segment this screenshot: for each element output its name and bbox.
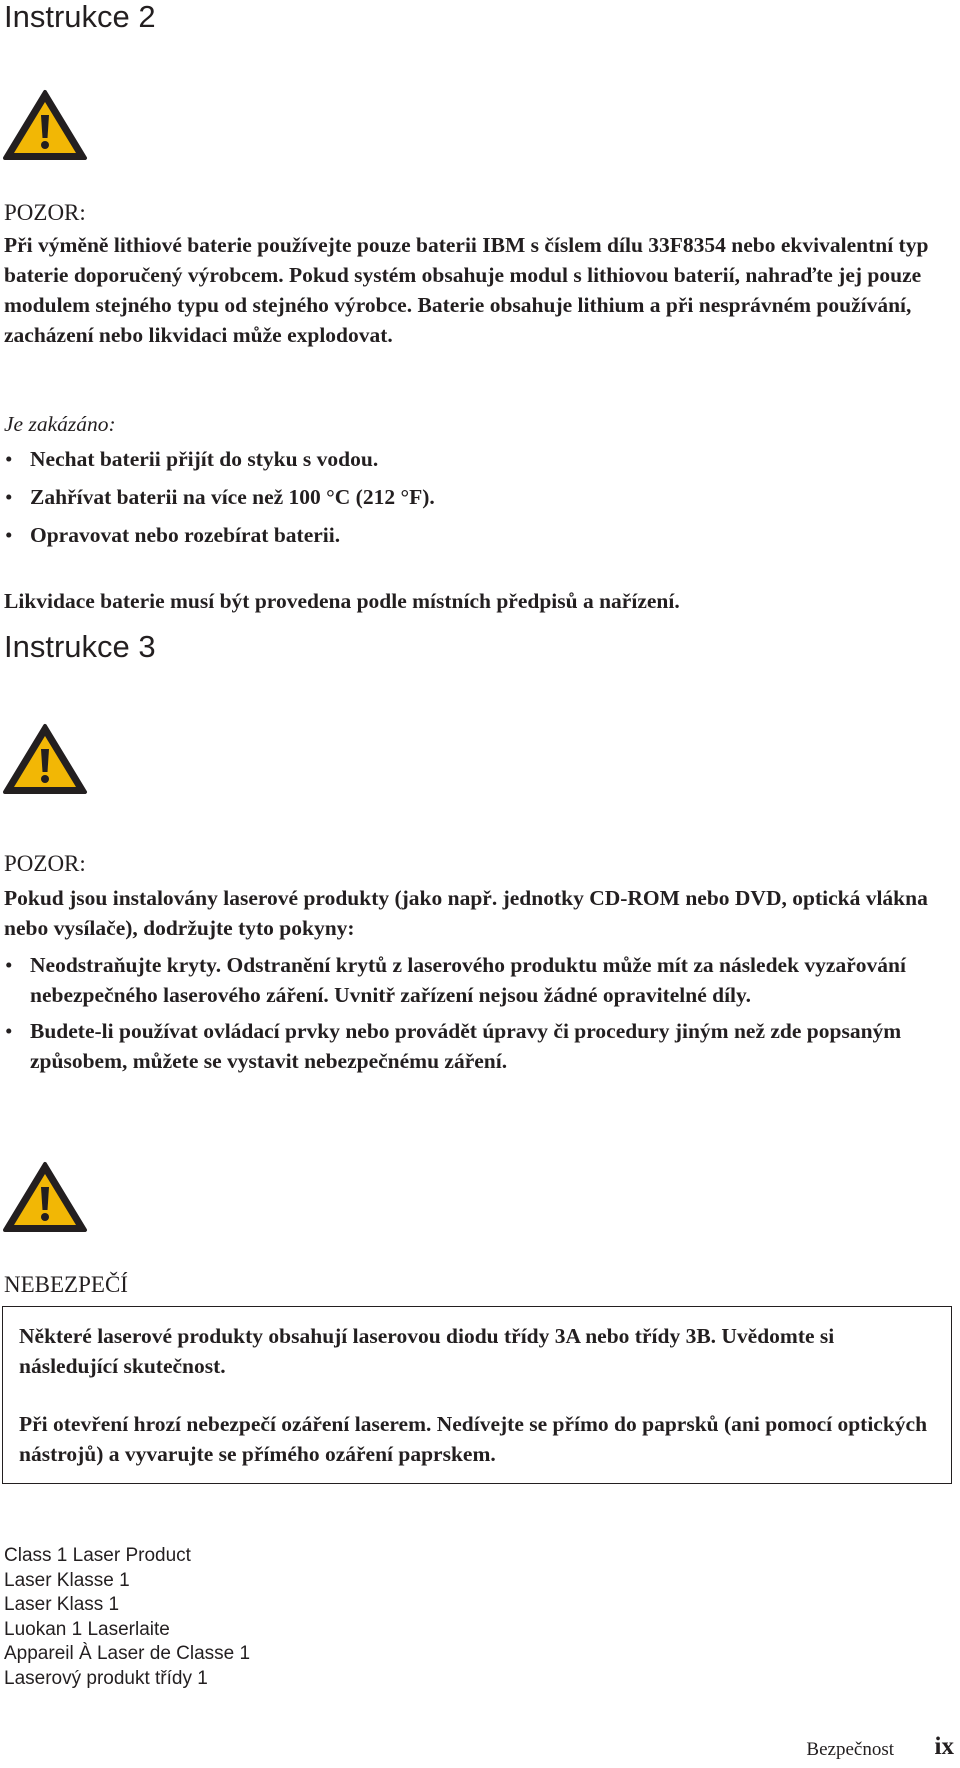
- laser-label-line: Laser Klass 1: [4, 1594, 120, 1615]
- forbidden-list: [4, 444, 934, 550]
- laser-label-line: Appareil À Laser de Classe 1: [4, 1643, 251, 1664]
- list-item: • Neodstraňujte kryty. Odstranění krytů z laserového produktu může mít za následek vyzařování nebezpečného laserového záření. Uvnitř zařízení nejsou žádné opravitelné díly.: [5, 953, 906, 1007]
- forbidden-label: Je zakázáno:: [4, 412, 116, 436]
- list-item: • Budete-li používat ovládací prvky nebo provádět úpravy či procedury jiným než zde popsaným způsobem, můžete se vystavit nebezpečnému záření.: [5, 1019, 902, 1073]
- disposal-note: Likvidace baterie musí být provedena podle místních předpisů a nařízení.: [4, 589, 680, 613]
- list-item: • Zahřívat baterii na více než 100 °C (212 °F).: [5, 485, 435, 509]
- danger-notice-box: [2, 1306, 952, 1484]
- footer-section-name: Bezpečnost: [806, 1739, 894, 1760]
- battery-warning-paragraph: Při výměně lithiové baterie používejte pouze baterii IBM s číslem dílu 33F8354 nebo ekvivalentní typ baterie doporučený výrobcem. Pokud systém obsahuje modul s lithiovou baterií, nahraďte jej pouze modulem stejného typu od stejného výrobce. Baterie obsahuje lithium a při nesprávném používání, zacházení nebo likvidaci může explodovat.: [4, 233, 929, 347]
- warning-triangle-icon: [2, 1160, 88, 1234]
- section2-title: Instrukce 2: [4, 0, 156, 34]
- danger-paragraph: Při otevření hrozí nebezpečí ozáření laserem. Nedívejte se přímo do paprsků (ani pomocí optických nástrojů) a vyvarujte se přímého ozáření paprskem.: [19, 1412, 928, 1466]
- laser-label-line: Class 1 Laser Product: [4, 1545, 191, 1566]
- danger-label: NEBEZPEČÍ: [4, 1272, 128, 1297]
- laser-instructions-list: [4, 950, 934, 1076]
- laser-label-line: Laser Klasse 1: [4, 1569, 130, 1591]
- section3-title: Instrukce 3: [4, 629, 156, 664]
- laser-label-line: Laserový produkt třídy 1: [4, 1667, 208, 1689]
- list-item: • Nechat baterii přijít do styku s vodou.: [5, 447, 379, 471]
- warning-triangle-icon: [2, 722, 88, 796]
- caution-label: POZOR:: [4, 200, 86, 225]
- caution-label: POZOR:: [4, 851, 86, 876]
- list-item: • Opravovat nebo rozebírat baterii.: [5, 523, 341, 547]
- laser-intro-paragraph: Pokud jsou instalovány laserové produkty (jako např. jednotky CD-ROM nebo DVD, optická vlákna nebo vysílače), dodržujte tyto pokyny:: [4, 886, 928, 940]
- laser-class-label: [4, 1544, 250, 1691]
- danger-paragraph: Některé laserové produkty obsahují laserovou diodu třídy 3A nebo třídy 3B. Uvědomte si následující skutečnost.: [19, 1324, 835, 1378]
- laser-label-line: Luokan 1 Laserlaite: [4, 1618, 170, 1640]
- page-number: ix: [934, 1733, 954, 1760]
- warning-triangle-icon: [2, 88, 88, 162]
